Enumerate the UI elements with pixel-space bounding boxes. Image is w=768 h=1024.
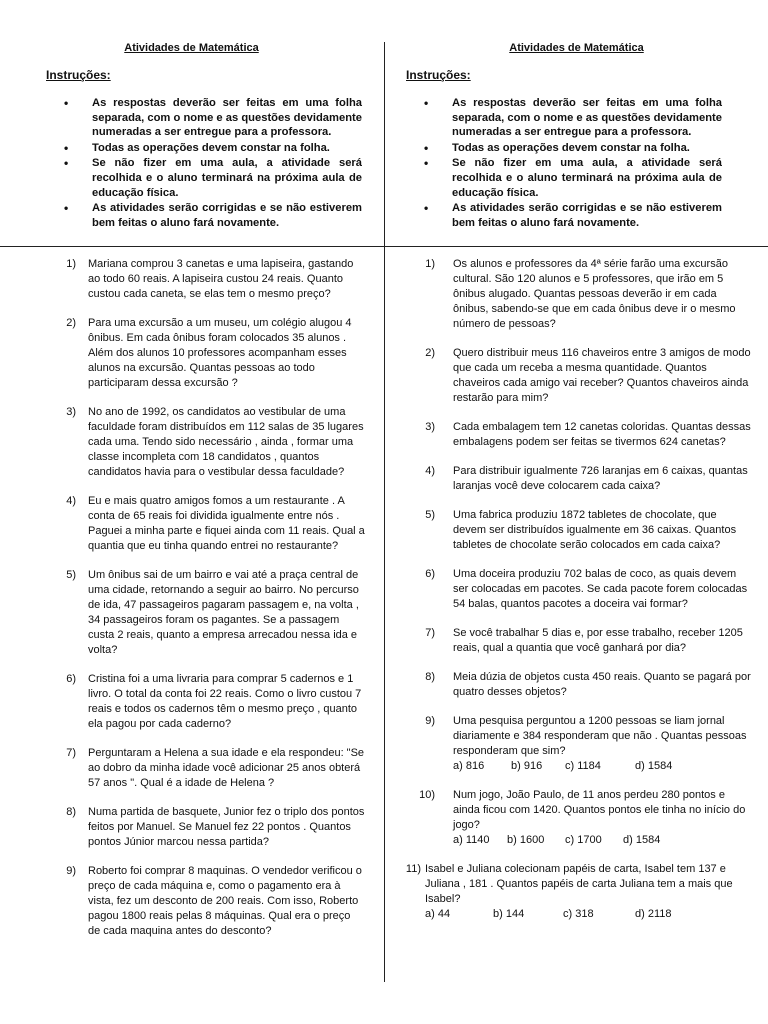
question-text: Uma fabrica produziu 1872 tabletes de chocolate, que devem ser distribuídos igualmente em 36 caixas. Quantos tabletes de chocolate serão colocados em cada caixa? [453, 509, 737, 551]
question-item [385, 257, 768, 332]
question-number: 10) [419, 789, 435, 801]
question-number: 2) [425, 347, 435, 359]
instruction-item: • Se não fizer em uma aula, a atividade será recolhida e o aluno terminará na próxima aula de educação física. [406, 156, 722, 200]
question-number: 3) [425, 421, 435, 433]
question-text: Numa partida de basquete, Junior fez o triplo dos pontos feitos por Manuel. Se Manuel fez 22 pontos . Quantos pontos Júnior marcou nessa partida? [88, 806, 365, 848]
worksheet-title: Atividades de Matemática [509, 42, 644, 54]
question-text: Cada embalagem tem 12 canetas coloridas. Quantas dessas embalagens podem ser feitas se tivermos 624 canetas? [453, 421, 751, 448]
question-text: Perguntaram a Helena a sua idade e ela respondeu: "Se ao dobro da minha idade você adicionar 25 anos obterá 57 anos ". Qual é a idade de Helena ? [88, 747, 365, 789]
question-item [385, 862, 768, 922]
answer-option: a) 44 [425, 908, 451, 920]
instruction-item: • As atividades serão corrigidas e se não estiverem bem feitas o aluno fará novamente. [46, 201, 362, 230]
instructions-label: Instruções: [406, 68, 471, 82]
question-item [0, 494, 383, 554]
answer-options [453, 759, 752, 774]
question-text: Num jogo, João Paulo, de 11 anos perdeu 280 pontos e ainda ficou com 1420. Quantos pontos ele tinha no início do jogo? [453, 789, 746, 831]
question-number: 4) [66, 495, 76, 507]
question-item [0, 864, 383, 939]
answer-option: c) 318 [563, 908, 594, 920]
question-number: 1) [66, 258, 76, 270]
answer-option: a) 816 [453, 760, 485, 772]
question-number: 7) [425, 627, 435, 639]
question-text: Roberto foi comprar 8 maquinas. O vendedor verificou o preço de cada máquina e, como o pagamento era à vista, fez um desconto de 200 reais. Com isso, Roberto pagou 1800 reais pelas 8 máquinas. Qual era o preço de cada maquina antes do desconto? [88, 865, 362, 937]
question-item [0, 672, 383, 732]
question-item [385, 346, 768, 406]
instruction-item: • Todas as operações devem constar na folha. [406, 141, 722, 156]
question-number: 6) [425, 568, 435, 580]
answer-option: b) 1600 [507, 834, 545, 846]
question-item [0, 805, 383, 850]
question-number: 11) [405, 863, 421, 875]
header-separator-line [0, 246, 768, 247]
question-text: Eu e mais quatro amigos fomos a um restaurante . A conta de 65 reais foi dividida igualmente entre nós . Paguei a minha parte e fiquei ainda com 11 reais. Qual a quantia que eu tinha quando entrei no restaurante? [88, 495, 365, 552]
question-number: 3) [66, 406, 76, 418]
question-number: 8) [425, 671, 435, 683]
answer-option: b) 916 [511, 760, 543, 772]
question-number: 7) [66, 747, 76, 759]
question-list [385, 257, 768, 936]
answer-option: b) 144 [493, 908, 525, 920]
question-number: 4) [425, 465, 435, 477]
question-item [385, 626, 768, 656]
instruction-item: • As respostas deverão ser feitas em uma folha separada, com o nome e as questões devidamente numeradas a ser entregue para a professora. [46, 96, 362, 140]
question-text: Para distribuir igualmente 726 laranjas em 6 caixas, quantas laranjas você deve colocarem cada caixa? [453, 465, 748, 492]
question-item [0, 746, 383, 791]
answer-option: d) 2118 [635, 908, 672, 920]
instructions-label: Instruções: [46, 68, 111, 82]
question-number: 6) [66, 673, 76, 685]
answer-option: d) 1584 [635, 760, 673, 772]
answer-option: c) 1184 [565, 760, 601, 772]
question-text: Para uma excursão a um museu, um colégio alugou 4 ônibus. Em cada ônibus foram colocados 35 alunos . Além dos alunos 10 professores acompanham esses alunos na excursão. Quantas pessoas ao todo participaram dessa excursão ? [88, 317, 352, 389]
question-text: Uma pesquisa perguntou a 1200 pessoas se liam jornal diariamente e 384 responderam que não . Quantas pessoas responderam que sim? [453, 715, 747, 757]
question-item [0, 257, 383, 302]
question-text: Um ônibus sai de um bairro e vai até a praça central de uma cidade, retornando a seguir ao bairro. No percurso de ida, 47 passageiros pagaram passagem e, na volta , 34 passageiros foram os pagantes. Se a passagem custa 2 reais, quanto a empresa arrecadou nessa ida e volta? [88, 569, 359, 656]
question-item [385, 670, 768, 700]
question-item [385, 714, 768, 774]
question-item [385, 567, 768, 612]
question-text: Se você trabalhar 5 dias e, por esse trabalho, receber 1205 reais, qual a quantia que você ganhará por dia? [453, 627, 743, 654]
answer-options [453, 833, 752, 848]
question-text: No ano de 1992, os candidatos ao vestibular de uma faculdade foram distribuídos em 112 salas de 35 lugares cada uma. Tendo sido necessário , ainda , formar uma classe incompleta com 18 candidatos , quantos candidatos havia para o vestibular dessa faculdade? [88, 406, 364, 478]
answer-option: a) 1140 [453, 834, 490, 846]
answer-option: c) 1700 [565, 834, 602, 846]
question-number: 9) [66, 865, 76, 877]
question-number: 9) [425, 715, 435, 727]
question-number: 1) [425, 258, 435, 270]
question-number: 5) [425, 509, 435, 521]
question-text: Mariana comprou 3 canetas e uma lapiseira, gastando ao todo 60 reais. A lapiseira custou 24 reais. Quanto custou cada caneta, se elas tem o mesmo preço? [88, 258, 354, 300]
question-item [385, 508, 768, 553]
question-text: Uma doceira produziu 702 balas de coco, as quais devem ser colocadas em pacotes. Se cada pacote forem colocadas 54 balas, quantos pacotes a doceira vai formar? [453, 568, 748, 610]
question-number: 5) [66, 569, 76, 581]
question-text: Os alunos e professores da 4ª série farão uma excursão cultural. São 120 alunos e 5 professores, que irão em 5 ônibus alugado. Quantas pessoas deverão ir em cada ônibus, sabendo-se que em cada ônibus deve ir o mesmo número de pessoas? [453, 258, 736, 330]
instructions-list [406, 96, 722, 231]
answer-option: d) 1584 [623, 834, 661, 846]
answer-options [425, 907, 752, 922]
instructions-list [46, 96, 362, 231]
question-item [385, 464, 768, 494]
question-item [385, 420, 768, 450]
question-number: 2) [66, 317, 76, 329]
question-text: Quero distribuir meus 116 chaveiros entre 3 amigos de modo que cada um receba a mesma quantidade. Quantos chaveiros cada amigo vai receber? Quantos chaveiros ainda restarão para mim? [453, 347, 751, 404]
question-text: Cristina foi a uma livraria para comprar 5 cadernos e 1 livro. O total da conta foi 22 reais. Como o livro custou 7 reais e todos os cadernos têm o mesmo preço , quanto ela pagou por cada caderno? [88, 673, 362, 730]
instruction-item: • Se não fizer em uma aula, a atividade será recolhida e o aluno terminará na próxima aula de educação física. [46, 156, 362, 200]
worksheet-title: Atividades de Matemática [124, 42, 259, 54]
question-number: 8) [66, 806, 76, 818]
instruction-item: • As atividades serão corrigidas e se não estiverem bem feitas o aluno fará novamente. [406, 201, 722, 230]
question-item [0, 405, 383, 480]
question-list [0, 257, 383, 953]
question-item [385, 788, 768, 848]
question-text: Isabel e Juliana colecionam papéis de carta, Isabel tem 137 e Juliana , 181 . Quantos papéis de carta Juliana tem a mais que Isabel? [425, 863, 733, 905]
question-text: Meia dúzia de objetos custa 450 reais. Quanto se pagará por quatro desses objetos? [453, 671, 751, 698]
instruction-item: • As respostas deverão ser feitas em uma folha separada, com o nome e as questões devidamente numeradas a ser entregue para a professora. [406, 96, 722, 140]
question-item [0, 568, 383, 658]
instruction-item: • Todas as operações devem constar na folha. [46, 141, 362, 156]
question-item [0, 316, 383, 391]
